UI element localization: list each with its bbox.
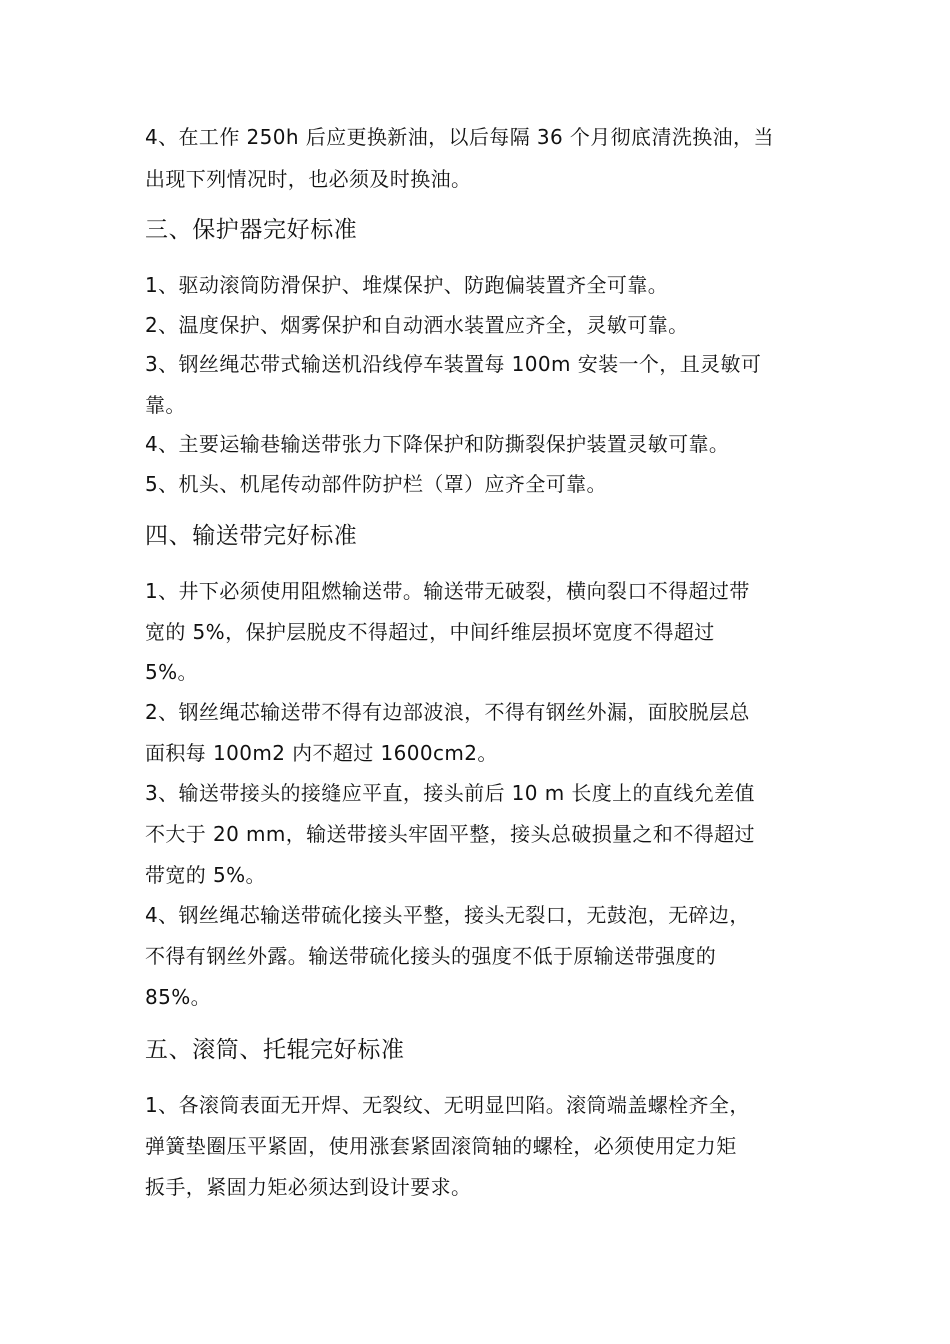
paragraph-line: 靠。 xyxy=(145,393,186,417)
paragraph-line: 不大于 20 mm，输送带接头牢固平整，接头总破损量之和不得超过 xyxy=(145,822,755,846)
paragraph-line: 带宽的 5%。 xyxy=(145,863,266,887)
paragraph-line: 2、钢丝绳芯输送带不得有边部波浪，不得有钢丝外漏，面胶脱层总 xyxy=(145,700,750,724)
paragraph-line: 1、各滚筒表面无开焊、无裂纹、无明显凹陷。滚筒端盖螺栓齐全， xyxy=(145,1093,750,1117)
paragraph-line: 2、温度保护、烟雾保护和自动洒水装置应齐全，灵敏可靠。 xyxy=(145,313,689,337)
paragraph-line: 1、驱动滚筒防滑保护、堆煤保护、防跑偏装置齐全可靠。 xyxy=(145,273,669,297)
paragraph-line: 扳手，紧固力矩必须达到设计要求。 xyxy=(145,1175,472,1199)
paragraph-line: 5、机头、机尾传动部件防护栏（罩）应齐全可靠。 xyxy=(145,472,607,496)
paragraph-line: 4、在工作 250h 后应更换新油，以后每隔 36 个月彻底清洗换油，当 xyxy=(145,125,774,149)
paragraph-line: 3、输送带接头的接缝应平直，接头前后 10 m 长度上的直线允差值 xyxy=(145,781,755,805)
paragraph-line: 3、钢丝绳芯带式输送机沿线停车装置每 100m 安装一个，且灵敏可 xyxy=(145,352,762,376)
paragraph-line: 不得有钢丝外露。输送带硫化接头的强度不低于原输送带强度的 xyxy=(145,944,717,968)
paragraph-line: 弹簧垫圈压平紧固，使用涨套紧固滚筒轴的螺栓，必须使用定力矩 xyxy=(145,1134,737,1158)
paragraph-line: 面积每 100m2 内不超过 1600cm2。 xyxy=(145,741,498,765)
paragraph-line: 85%。 xyxy=(145,985,212,1009)
paragraph-line: 4、钢丝绳芯输送带硫化接头平整，接头无裂口，无鼓泡，无碎边， xyxy=(145,903,750,927)
paragraph-line: 出现下列情况时，也必须及时换油。 xyxy=(145,167,472,191)
paragraph-line: 1、井下必须使用阻燃输送带。输送带无破裂，横向裂口不得超过带 xyxy=(145,579,750,603)
paragraph-line: 宽的 5%，保护层脱皮不得超过，中间纤维层损坏宽度不得超过 xyxy=(145,620,715,644)
paragraph-line: 5%。 xyxy=(145,660,198,684)
section-heading: 三、保护器完好标准 xyxy=(145,217,358,243)
section-heading: 四、输送带完好标准 xyxy=(145,523,358,549)
paragraph-line: 4、主要运输巷输送带张力下降保护和防撕裂保护装置灵敏可靠。 xyxy=(145,432,730,456)
section-heading: 五、滚筒、托辊完好标准 xyxy=(145,1037,405,1063)
